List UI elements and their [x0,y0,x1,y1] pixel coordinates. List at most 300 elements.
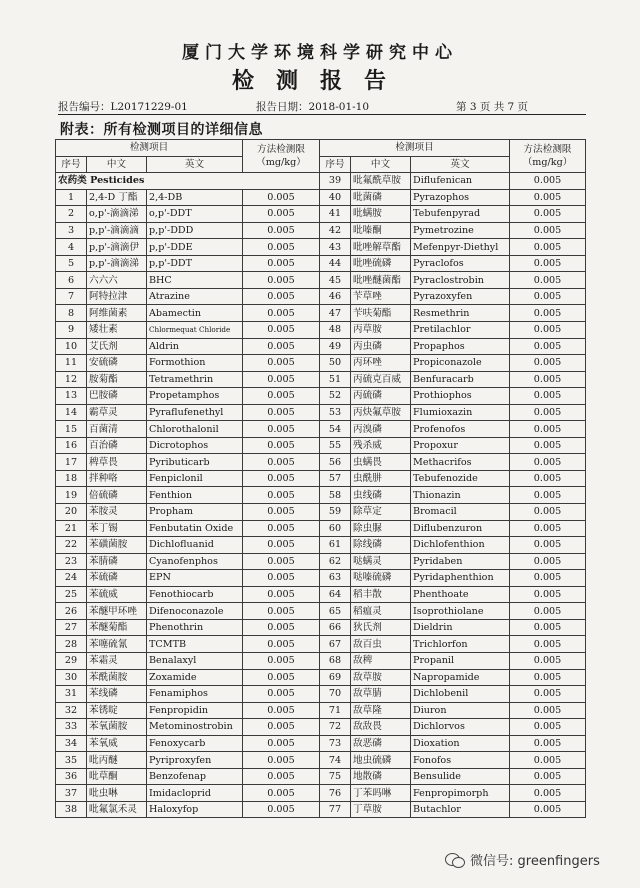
table-row [56,553,586,570]
cell-detection-limit: 0.005 [243,619,320,636]
cell-english-name: Butachlor [411,801,510,818]
cell-chinese-name: 敌恶磷 [351,735,411,752]
cell-chinese-name: 吡氟酰草胺 [351,173,411,190]
cell-english-name: Bromacil [411,504,510,521]
cell-detection-limit: 0.005 [243,487,320,504]
cell-english-name: Tebufenpyrad [411,206,510,223]
cell-chinese-name: 苯酰菌胺 [87,669,147,686]
cell-chinese-name: 稗草畏 [87,454,147,471]
page-info: 第 3 页 共 7 页 [456,101,529,113]
cell-chinese-name: p,p'-滴滴涕 [87,255,147,272]
table-row [56,454,586,471]
cell-english-name: Diflubenzuron [411,520,510,537]
cell-english-name: Propoxur [411,437,510,454]
table-row [56,222,586,239]
cell-no: 67 [320,636,351,653]
cell-detection-limit: 0.005 [243,404,320,421]
cell-english-name: BHC [147,272,243,289]
cell-chinese-name: 吡唑醚菌酯 [351,272,411,289]
cell-english-name: 2,4-DB [147,189,243,206]
cell-detection-limit: 0.005 [243,388,320,405]
cell-no: 50 [320,355,351,372]
cell-detection-limit: 0.005 [510,768,586,785]
cell-english-name: Propham [147,504,243,521]
table-row [56,586,586,603]
cell-chinese-name: 阿特拉津 [87,288,147,305]
header-row-1 [56,140,586,157]
cell-chinese-name: 苯醚甲环唑 [87,603,147,620]
report-number: 报告编号：L20171229-01 [58,101,188,113]
cell-chinese-name: 苯胺灵 [87,504,147,521]
cell-english-name: Thionazin [411,487,510,504]
cell-no: 51 [320,371,351,388]
cell-no: 17 [56,454,87,471]
cell-detection-limit: 0.005 [510,487,586,504]
cell-no: 12 [56,371,87,388]
table-row [56,322,586,339]
cell-detection-limit: 0.005 [243,652,320,669]
cell-detection-limit: 0.005 [243,437,320,454]
table-row [56,619,586,636]
cell-no: 72 [320,719,351,736]
cell-no: 20 [56,504,87,521]
cell-chinese-name: 巴胺磷 [87,388,147,405]
table-row [56,752,586,769]
header-en-right: 英文 [411,156,510,173]
cell-detection-limit: 0.005 [243,553,320,570]
cell-detection-limit: 0.005 [510,801,586,818]
cell-chinese-name: 虫螨畏 [351,454,411,471]
cell-english-name: Dichlobenil [411,686,510,703]
category-cell: 农药类 Pesticides [56,173,320,190]
table-row [56,305,586,322]
cell-detection-limit: 0.005 [243,206,320,223]
cell-english-name: Fenothiocarb [147,586,243,603]
cell-chinese-name: 苯磺菌胺 [87,537,147,554]
cell-detection-limit: 0.005 [243,255,320,272]
cell-detection-limit: 0.005 [243,752,320,769]
cell-english-name: Abamectin [147,305,243,322]
cell-chinese-name: 苯醚菊酯 [87,619,147,636]
cell-no: 14 [56,404,87,421]
cell-english-name: Methacrifos [411,454,510,471]
cell-detection-limit: 0.005 [243,801,320,818]
cell-english-name: Fenpropimorph [411,785,510,802]
cell-english-name: Flumioxazin [411,404,510,421]
cell-english-name: p,p'-DDE [147,239,243,256]
cell-detection-limit: 0.005 [510,537,586,554]
cell-detection-limit: 0.005 [510,702,586,719]
cell-chinese-name: 苯硫磷 [87,570,147,587]
table-row [56,652,586,669]
cell-no: 57 [320,470,351,487]
cell-chinese-name: 敌草胺 [351,669,411,686]
cell-no: 49 [320,338,351,355]
cell-english-name: Pyridaben [411,553,510,570]
cell-english-name: Propiconazole [411,355,510,372]
cell-detection-limit: 0.005 [510,553,586,570]
cell-detection-limit: 0.005 [243,735,320,752]
cell-no: 29 [56,652,87,669]
header-limit-text: 方法检测限 [257,144,305,156]
cell-english-name: Dieldrin [411,619,510,636]
cell-chinese-name: 苯噻硫氰 [87,636,147,653]
cell-detection-limit: 0.005 [510,570,586,587]
institute-name: 厦门大学环境科学研究中心 [182,43,458,63]
cell-detection-limit: 0.005 [243,719,320,736]
cell-detection-limit: 0.005 [510,421,586,438]
cell-chinese-name: 倍硫磷 [87,487,147,504]
cell-no: 34 [56,735,87,752]
cell-no: 77 [320,801,351,818]
cell-chinese-name: 丙虫磷 [351,338,411,355]
cell-no: 19 [56,487,87,504]
cell-no: 47 [320,305,351,322]
cell-no: 53 [320,404,351,421]
cell-chinese-name: 丙草胺 [351,322,411,339]
header-row-2 [56,156,586,173]
cell-no: 21 [56,520,87,537]
cell-chinese-name: 虫酰肼 [351,470,411,487]
cell-detection-limit: 0.005 [510,288,586,305]
cell-detection-limit: 0.005 [243,222,320,239]
table-row [56,404,586,421]
header-cn: 中文 [87,156,147,173]
table-row [56,388,586,405]
cell-detection-limit: 0.005 [243,537,320,554]
cell-chinese-name: 丙环唑 [351,355,411,372]
cell-english-name: Pyraclostrobin [411,272,510,289]
cell-english-name: Fonofos [411,752,510,769]
table-row [56,702,586,719]
cell-detection-limit: 0.005 [243,785,320,802]
cell-english-name: Chlormequat Chloride [147,322,243,339]
cell-english-name: Zoxamide [147,669,243,686]
table-row [56,487,586,504]
cell-chinese-name: 丙炔氟草胺 [351,404,411,421]
cell-detection-limit: 0.005 [243,322,320,339]
cell-chinese-name: 除草定 [351,504,411,521]
table-row [56,239,586,256]
cell-no: 2 [56,206,87,223]
cell-chinese-name: 阿维菌素 [87,305,147,322]
cell-chinese-name: 艾氏剂 [87,338,147,355]
cell-no: 25 [56,586,87,603]
cell-chinese-name: 丙硫克百威 [351,371,411,388]
cell-no: 15 [56,421,87,438]
cell-no: 1 [56,189,87,206]
cell-detection-limit: 0.005 [510,785,586,802]
header-limit [243,140,320,173]
cell-detection-limit: 0.005 [510,388,586,405]
cell-no: 10 [56,338,87,355]
cell-chinese-name: p,p'-滴滴滴 [87,222,147,239]
cell-chinese-name: 苯腈磷 [87,553,147,570]
wechat-id: 微信号: greenfingers [470,854,600,869]
cell-detection-limit: 0.005 [243,371,320,388]
cell-english-name: Fenpiclonil [147,470,243,487]
cell-chinese-name: 地散磷 [351,768,411,785]
table-row [56,735,586,752]
table-row [56,173,586,190]
cell-detection-limit: 0.005 [510,305,586,322]
cell-no: 16 [56,437,87,454]
cell-chinese-name: 敌草隆 [351,702,411,719]
header-limit-right [510,140,586,173]
cell-chinese-name: 敌敌畏 [351,719,411,736]
cell-chinese-name: 六六六 [87,272,147,289]
cell-detection-limit: 0.005 [510,437,586,454]
cell-chinese-name: 苯线磷 [87,686,147,703]
cell-english-name: Mefenpyr-Diethyl [411,239,510,256]
cell-chinese-name: 吡虫啉 [87,785,147,802]
cell-no: 30 [56,669,87,686]
header-unit-text: （mg/kg） [256,157,306,169]
cell-chinese-name: 吡唑解草酯 [351,239,411,256]
cell-english-name: Pyriproxyfen [147,752,243,769]
cell-english-name: p,p'-DDD [147,222,243,239]
report-meta [58,99,608,115]
cell-detection-limit: 0.005 [510,636,586,653]
cell-chinese-name: 哒嗪硫磷 [351,570,411,587]
cell-english-name: Prothiophos [411,388,510,405]
header-limit-text-right: 方法检测限 [523,144,572,156]
report-date: 报告日期：2018-01-10 [256,101,370,113]
cell-english-name: Fenthion [147,487,243,504]
cell-no: 66 [320,619,351,636]
cell-english-name: Metominostrobin [147,719,243,736]
cell-chinese-name: 百治磷 [87,437,147,454]
cell-chinese-name: 地虫硫磷 [351,752,411,769]
cell-no: 48 [320,322,351,339]
cell-no: 13 [56,388,87,405]
cell-detection-limit: 0.005 [243,586,320,603]
cell-english-name: Diflufenican [411,173,510,190]
cell-english-name: Propanil [411,652,510,669]
cell-no: 4 [56,239,87,256]
cell-no: 6 [56,272,87,289]
cell-detection-limit: 0.005 [510,404,586,421]
cell-english-name: Fenpropidin [147,702,243,719]
cell-no: 44 [320,255,351,272]
cell-chinese-name: 苯硫威 [87,586,147,603]
cell-chinese-name: 丙硫磷 [351,388,411,405]
cell-chinese-name: 丁草胺 [351,801,411,818]
cell-english-name: Trichlorfon [411,636,510,653]
table-row [56,669,586,686]
cell-chinese-name: 稻瘟灵 [351,603,411,620]
cell-english-name: Pyraclofos [411,255,510,272]
cell-english-name: Phenthoate [411,586,510,603]
table-row [56,437,586,454]
cell-no: 22 [56,537,87,554]
cell-chinese-name: 拌种咯 [87,470,147,487]
table-row [56,785,586,802]
cell-no: 52 [320,388,351,405]
cell-chinese-name: 除虫脲 [351,520,411,537]
cell-no: 36 [56,768,87,785]
cell-detection-limit: 0.005 [243,686,320,703]
cell-detection-limit: 0.005 [510,338,586,355]
cell-chinese-name: 矮壮素 [87,322,147,339]
table-row [56,421,586,438]
cell-english-name: Pyributicarb [147,454,243,471]
cell-english-name: Pyraflufenethyl [147,404,243,421]
cell-detection-limit: 0.005 [510,669,586,686]
cell-no: 75 [320,768,351,785]
cell-no: 43 [320,239,351,256]
cell-no: 28 [56,636,87,653]
cell-detection-limit: 0.005 [510,173,586,190]
cell-chinese-name: 吡唑硫磷 [351,255,411,272]
cell-chinese-name: 苯霜灵 [87,652,147,669]
cell-detection-limit: 0.005 [243,636,320,653]
cell-detection-limit: 0.005 [510,603,586,620]
table-row [56,255,586,272]
cell-chinese-name: 霸草灵 [87,404,147,421]
cell-english-name: Resmethrin [411,305,510,322]
cell-english-name: Benfuracarb [411,371,510,388]
table-row [56,206,586,223]
cell-detection-limit: 0.005 [243,454,320,471]
cell-no: 76 [320,785,351,802]
cell-detection-limit: 0.005 [243,669,320,686]
cell-no: 60 [320,520,351,537]
cell-chinese-name: 苄呋菊酯 [351,305,411,322]
cell-english-name: Benzofenap [147,768,243,785]
cell-chinese-name: 吡菌磷 [351,189,411,206]
cell-no: 62 [320,553,351,570]
cell-english-name: Difenoconazole [147,603,243,620]
cell-english-name: Fenamiphos [147,686,243,703]
cell-no: 74 [320,752,351,769]
cell-no: 38 [56,801,87,818]
table-row [56,636,586,653]
header-divider [58,114,586,115]
cell-no: 73 [320,735,351,752]
table-row [56,768,586,785]
cell-english-name: Chlorothalonil [147,421,243,438]
table-row [56,520,586,537]
cell-chinese-name: 敌稗 [351,652,411,669]
wechat-icon [445,852,465,868]
cell-detection-limit: 0.005 [243,355,320,372]
cell-detection-limit: 0.005 [510,206,586,223]
cell-no: 41 [320,206,351,223]
cell-detection-limit: 0.005 [510,454,586,471]
cell-no: 3 [56,222,87,239]
cell-chinese-name: 敌百虫 [351,636,411,653]
header-no: 序号 [56,156,87,173]
cell-detection-limit: 0.005 [510,752,586,769]
cell-detection-limit: 0.005 [243,603,320,620]
cell-detection-limit: 0.005 [510,371,586,388]
cell-english-name: Napropamide [411,669,510,686]
cell-english-name: Phenothrin [147,619,243,636]
cell-no: 55 [320,437,351,454]
cell-no: 58 [320,487,351,504]
cell-detection-limit: 0.005 [510,586,586,603]
cell-no: 26 [56,603,87,620]
cell-detection-limit: 0.005 [243,189,320,206]
cell-english-name: Dicrotophos [147,437,243,454]
cell-chinese-name: 2,4-D 丁酯 [87,189,147,206]
cell-english-name: Pyrazophos [411,189,510,206]
cell-detection-limit: 0.005 [510,735,586,752]
cell-no: 71 [320,702,351,719]
table-row [56,504,586,521]
cell-no: 24 [56,570,87,587]
cell-no: 68 [320,652,351,669]
cell-no: 45 [320,272,351,289]
cell-english-name: Propaphos [411,338,510,355]
cell-english-name: Tetramethrin [147,371,243,388]
cell-chinese-name: p,p'-滴滴伊 [87,239,147,256]
cell-english-name: Diuron [411,702,510,719]
cell-english-name: Haloxyfop [147,801,243,818]
table-row [56,801,586,818]
cell-no: 5 [56,255,87,272]
cell-chinese-name: 稻丰散 [351,586,411,603]
cell-no: 37 [56,785,87,802]
cell-detection-limit: 0.005 [510,272,586,289]
cell-english-name: Benalaxyl [147,652,243,669]
cell-chinese-name: 哒螨灵 [351,553,411,570]
cell-detection-limit: 0.005 [243,305,320,322]
cell-english-name: Pyridaphenthion [411,570,510,587]
cell-detection-limit: 0.005 [243,570,320,587]
cell-english-name: Isoprothiolane [411,603,510,620]
cell-chinese-name: o,p'-滴滴涕 [87,206,147,223]
cell-no: 59 [320,504,351,521]
header-item: 检测项目 [56,140,243,157]
cell-english-name: p,p'-DDT [147,255,243,272]
cell-no: 61 [320,537,351,554]
cell-detection-limit: 0.005 [243,239,320,256]
table-row [56,570,586,587]
cell-no: 27 [56,619,87,636]
cell-chinese-name: 虫线磷 [351,487,411,504]
cell-detection-limit: 0.005 [243,338,320,355]
table-row [56,686,586,703]
cell-no: 35 [56,752,87,769]
cell-english-name: Dioxation [411,735,510,752]
cell-detection-limit: 0.005 [510,652,586,669]
cell-chinese-name: 吡螨胺 [351,206,411,223]
cell-english-name: EPN [147,570,243,587]
cell-no: 7 [56,288,87,305]
cell-detection-limit: 0.005 [510,189,586,206]
cell-detection-limit: 0.005 [510,686,586,703]
header-item-right: 检测项目 [320,140,510,157]
pesticide-table [55,139,586,818]
cell-no: 63 [320,570,351,587]
header-en: 英文 [147,156,243,173]
cell-chinese-name: 安硫磷 [87,355,147,372]
table-row [56,272,586,289]
cell-english-name: Fenbutatin Oxide [147,520,243,537]
cell-chinese-name: 苯锈啶 [87,702,147,719]
cell-detection-limit: 0.005 [243,504,320,521]
cell-english-name: Dichlofluanid [147,537,243,554]
cell-chinese-name: 丙溴磷 [351,421,411,438]
cell-chinese-name: 苄草唑 [351,288,411,305]
cell-no: 40 [320,189,351,206]
cell-no: 31 [56,686,87,703]
table-row [56,537,586,554]
cell-english-name: Formothion [147,355,243,372]
table-row [56,371,586,388]
